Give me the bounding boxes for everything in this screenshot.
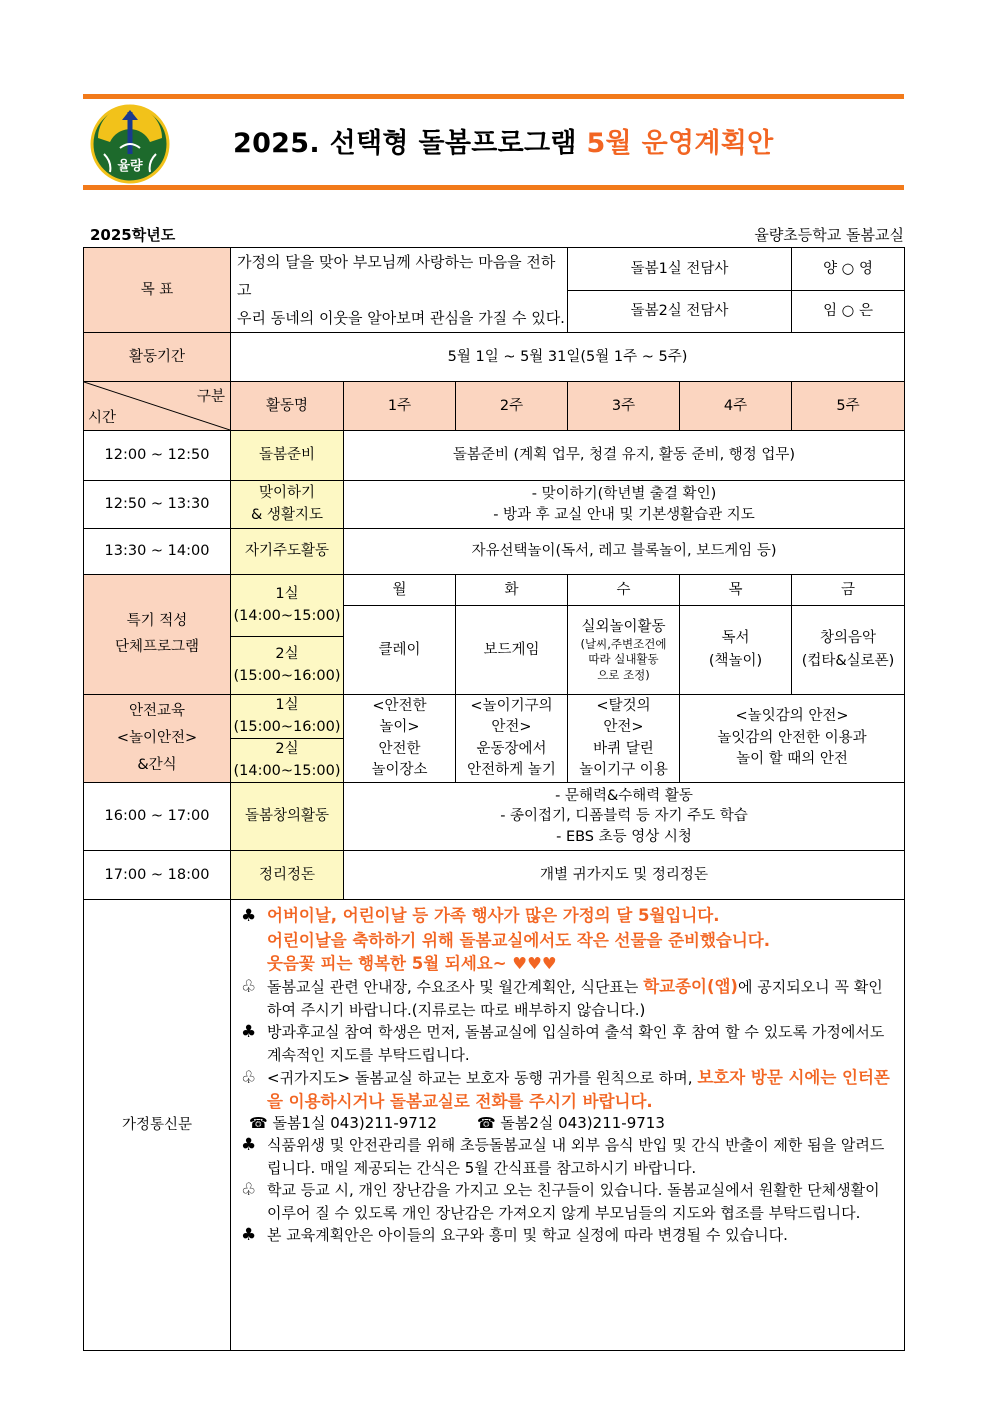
content-line: - 방과 후 교실 안내 및 기본생활습관 지도 [493, 506, 755, 523]
phone-numbers [241, 1113, 896, 1134]
program-wed-title: 실외놀이활동 [581, 618, 666, 635]
room1-hours: (14:00~15:00) [233, 607, 341, 624]
notice-item [241, 1179, 896, 1224]
week-header: 4주 [680, 382, 792, 431]
club-icon: ♣ [241, 1225, 257, 1246]
safety-week45 [680, 695, 905, 783]
notice-highlight: 어린이날을 축하하기 위해 돌봄교실에서도 작은 선물을 준비했습니다. [267, 930, 770, 950]
notice-text: 방과후교실 참여 학생은 먼저, 돌봄교실에 입실하여 출석 확인 후 참여 할 수 있도록 가정에서도 계속적인 지도를 부탁드립니다. [267, 1022, 885, 1064]
notice-row [84, 900, 905, 1351]
safety-line: 안전한 [378, 740, 421, 757]
greet-row [84, 481, 905, 529]
activity-name: 정리정돈 [231, 851, 344, 900]
svg-text:율량: 율량 [117, 159, 143, 174]
room2-hours: (14:00~15:00) [233, 762, 341, 779]
day-header: 월 [344, 575, 456, 606]
safety-line: 놀이> [379, 719, 420, 736]
room2-time [231, 637, 344, 695]
notice-item [241, 1021, 896, 1066]
notice-item [241, 1134, 896, 1179]
header-top-bar [83, 94, 904, 99]
club-icon: ♣ [241, 1135, 257, 1156]
safety-line: 안전하게 놀기 [467, 761, 556, 778]
page-title [233, 121, 774, 160]
school-year: 2025학년도 [90, 226, 176, 244]
safety-week3 [568, 695, 680, 783]
notice-highlight: 어버이날, 어린이날 등 가족 행사가 많은 가정의 달 5월입니다. [267, 906, 720, 925]
notice-highlight: 학교종이(앱) [643, 976, 738, 996]
activity-content: 자유선택놀이(독서, 레고 블록놀이, 보드게임 등) [344, 529, 905, 575]
room2-label: 2실 [275, 741, 299, 758]
goal-row [84, 248, 905, 291]
goal-label: 목 표 [84, 248, 231, 333]
notice-item [241, 1066, 896, 1114]
day-header: 화 [456, 575, 568, 606]
notice-text: 에 공지되오니 꼭 확인하여 주시기 바랍니다.(지류로는 따로 배부하지 않습니다.) [267, 977, 883, 1019]
safety-label-line: 안전교육 [128, 703, 186, 720]
period-label: 활동기간 [84, 333, 231, 382]
corner-cell [84, 382, 231, 431]
content-line: - EBS 초등 영상 시청 [556, 828, 692, 845]
special-label [84, 575, 231, 695]
time-cell: 17:00 ~ 18:00 [84, 851, 231, 900]
activity-name [231, 481, 344, 529]
room1-label: 1실 [275, 585, 299, 602]
period-row [84, 333, 905, 382]
room2-staff-name: 임 ○ 은 [792, 290, 905, 333]
notice-highlight: 웃음꽃 피는 행복한 5월 되세요~ ♥♥♥ [267, 953, 557, 973]
safety-row-a [84, 695, 905, 739]
notice-label: 가정통신문 [84, 900, 231, 1351]
day-header: 목 [680, 575, 792, 606]
school-logo-icon [90, 104, 170, 184]
club-icon: ♣ [241, 1021, 257, 1042]
program-tue: 보드게임 [456, 606, 568, 695]
safety-week1 [344, 695, 456, 783]
safety-week2 [456, 695, 568, 783]
schedule-table [83, 247, 905, 1351]
self-row [84, 529, 905, 575]
safety-line: 놀잇감의 안전한 이용과 [717, 729, 867, 746]
safety-room2 [231, 739, 344, 783]
title-main: 2025. 선택형 돌봄프로그램 [233, 128, 587, 159]
safety-line: 바퀴 달린 [593, 740, 654, 757]
activity-header: 활동명 [231, 382, 344, 431]
corner-top-label: 구분 [196, 389, 225, 405]
activity-content [344, 481, 905, 529]
week-header: 3주 [568, 382, 680, 431]
safety-line: <안전한 [372, 698, 427, 715]
special-row-days [84, 575, 905, 606]
room2-staff-label: 돌봄2실 전담사 [568, 290, 792, 333]
notice-text: 학교 등교 시, 개인 장난감을 가지고 오는 친구들이 있습니다. 돌봄교실에서 원활한 단체생활이 이루어 질 수 있도록 개인 장난감은 가져오지 않게 부모님들의 지도와 협조를 부탁드립니다. [267, 1181, 880, 1223]
program-wed [568, 606, 680, 695]
week-header: 2주 [456, 382, 568, 431]
room2-label: 2실 [275, 645, 299, 662]
activity-name-line2: & 생활지도 [251, 506, 323, 523]
week-header: 5주 [792, 382, 905, 431]
goal-text [231, 248, 568, 333]
safety-room1 [231, 695, 344, 739]
note-line: (날씨,주변조건에 [580, 636, 667, 651]
time-cell: 12:50 ~ 13:30 [84, 481, 231, 529]
special-label-line2: 단체프로그램 [114, 638, 200, 655]
club-outline-icon: ♧ [241, 976, 257, 997]
period-value: 5월 1일 ~ 5월 31일(5월 1주 ~ 5주) [231, 333, 905, 382]
week-header: 1주 [344, 382, 456, 431]
note-line: 으로 조정) [597, 667, 650, 682]
program-wed-note [570, 637, 677, 684]
room2-hours: (15:00~16:00) [233, 667, 341, 684]
activity-content [344, 783, 905, 851]
special-label-line1: 특기 적성 [126, 613, 188, 630]
notice-item [241, 975, 896, 1021]
notice-item [241, 929, 896, 952]
safety-label-line: <놀이안전> [116, 730, 198, 747]
program-fri-line: (컵타&실로폰) [801, 653, 895, 669]
activity-content: 개별 귀가지도 및 정리정돈 [344, 851, 905, 900]
phone-room2: ☎ 돌봄2실 043)211-9713 [476, 1114, 665, 1133]
program-fri [792, 606, 905, 695]
room1-label: 1실 [275, 697, 299, 714]
day-header: 수 [568, 575, 680, 606]
time-cell: 16:00 ~ 17:00 [84, 783, 231, 851]
goal-text-line2: 우리 동네의 이웃을 알아보며 관심을 가질 수 있다. [237, 309, 565, 327]
note-line: 따라 실내활동 [588, 652, 659, 667]
safety-line: 운동장에서 [476, 740, 547, 757]
notice-text: 본 교육계획안은 아이들의 요구와 흥미 및 학교 실정에 따라 변경될 수 있습니다. [267, 1226, 788, 1245]
notice-text: <귀가지도> 돌봄교실 하교는 보호자 동행 귀가를 원칙으로 하며, [267, 1068, 698, 1087]
safety-line: <놀잇감의 안전> [735, 707, 849, 724]
activity-content: 돌봄준비 (계획 업무, 청결 유지, 활동 준비, 행정 업무) [344, 431, 905, 481]
program-mon: 클레이 [344, 606, 456, 695]
notice-highlight: 보호자 방문 시에는 인터폰을 이용하시거나 돌봄교실로 전화를 주시기 바랍니다. [267, 1067, 890, 1112]
time-cell: 12:00 ~ 12:50 [84, 431, 231, 481]
safety-line: <탈것의 [596, 698, 651, 715]
safety-line: 놀이기구 이용 [579, 761, 668, 778]
safety-line: 놀이 할 때의 안전 [736, 751, 848, 768]
prep-row [84, 431, 905, 481]
activity-name: 돌봄준비 [231, 431, 344, 481]
header-bottom-bar [83, 185, 904, 190]
safety-label-line: &간식 [137, 756, 177, 773]
title-accent: 5월 운영계획안 [586, 128, 774, 159]
content-line: - 문해력&수해력 활동 [555, 788, 693, 805]
room1-staff-label: 돌봄1실 전담사 [568, 248, 792, 291]
cleanup-row [84, 851, 905, 900]
day-header: 금 [792, 575, 905, 606]
notice-item [241, 904, 896, 929]
safety-line: 안전> [491, 719, 532, 736]
club-outline-icon: ♧ [241, 1067, 257, 1088]
goal-text-line1: 가정의 달을 맞아 부모님께 사랑하는 마음을 전하고 [237, 253, 556, 299]
room1-hours: (15:00~16:00) [233, 718, 341, 735]
program-thu [680, 606, 792, 695]
program-fri-line: 창의음악 [820, 629, 877, 646]
header-row [84, 382, 905, 431]
safety-label [84, 695, 231, 783]
activity-name: 자기주도활동 [231, 529, 344, 575]
corner-bottom-label: 시간 [88, 409, 117, 426]
activity-name: 돌봄창의활동 [231, 783, 344, 851]
program-thu-line: (책놀이) [708, 653, 763, 669]
content-line: - 종이접기, 디폼블럭 등 자기 주도 학습 [500, 808, 748, 825]
program-thu-line: 독서 [721, 629, 750, 646]
school-name: 율량초등학교 돌봄교실 [754, 226, 904, 244]
notice-text: 돌봄교실 관련 안내장, 수요조사 및 월간계획안, 식단표는 [267, 977, 644, 996]
room1-time [231, 575, 344, 637]
creative-row [84, 783, 905, 851]
safety-line: <놀이기구의 [470, 698, 553, 715]
time-cell: 13:30 ~ 14:00 [84, 529, 231, 575]
notice-item [241, 952, 896, 975]
activity-name-line1: 맞이하기 [258, 484, 316, 501]
room1-staff-name: 양 ○ 영 [792, 248, 905, 291]
safety-line: 안전> [603, 719, 644, 736]
content-line: - 맞이하기(학년별 출결 확인) [531, 486, 717, 503]
notice-content [231, 900, 905, 1351]
notice-item [241, 1224, 896, 1248]
club-icon: ♣ [241, 906, 257, 926]
notice-text: 식품위생 및 안전관리를 위해 초등돌봄교실 내 외부 음식 반입 및 간식 반출이 제한 됨을 알려드립니다. 매일 제공되는 간식은 5월 간식표를 참고하시기 바랍니다. [267, 1136, 885, 1178]
safety-line: 놀이장소 [371, 761, 428, 778]
club-outline-icon: ♧ [241, 1180, 257, 1201]
phone-room1: ☎ 돌봄1실 043)211-9712 [249, 1114, 437, 1133]
